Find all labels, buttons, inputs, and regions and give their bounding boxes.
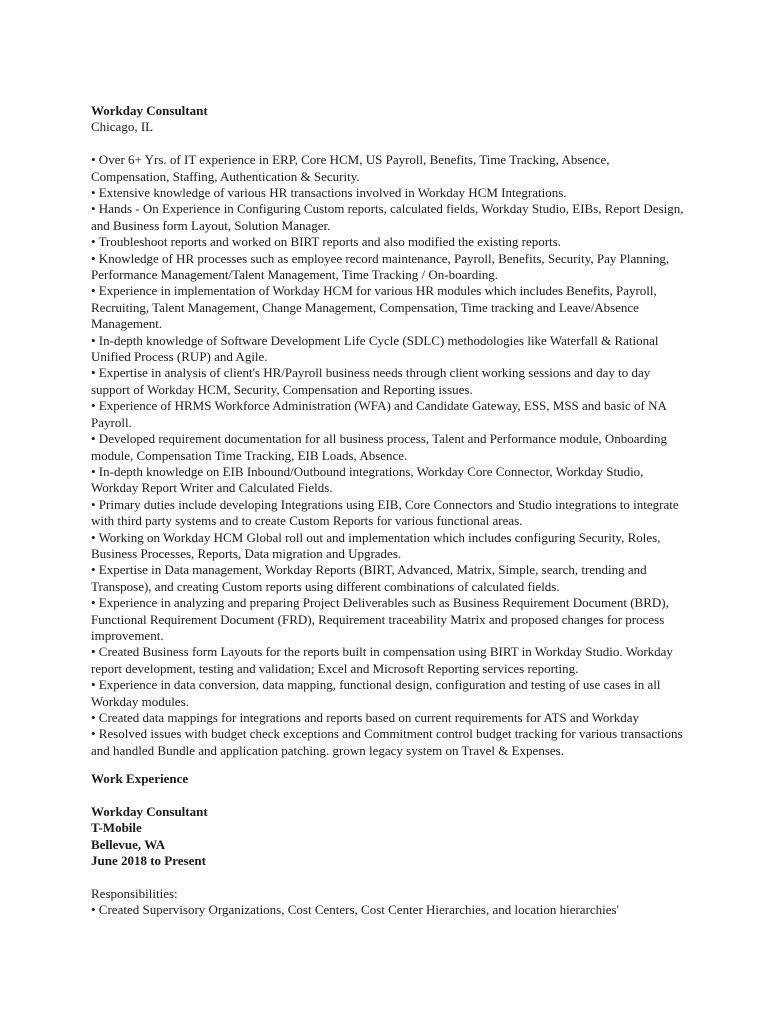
responsibilities-label: Responsibilities: <box>91 886 178 902</box>
summary-item: • Experience in implementation of Workday HCM for various HR modules which includes Benefits, Payroll, Recruiting, Talent Management, Change Management, Compensation, Time tracking and Leave/Absence Management. <box>91 283 657 332</box>
summary-item: • Over 6+ Yrs. of IT experience in ERP, Core HCM, US Payroll, Benefits, Time Tracking, Absence, Compensation, Staffing, Authentication & Security. <box>91 152 610 184</box>
job-company: T-Mobile <box>91 820 142 836</box>
summary-item: • Knowledge of HR processes such as employee record maintenance, Payroll, Benefits, Security, Pay Planning, Performance Management/Talent Management, Time Tracking / On-boarding. <box>91 250 670 283</box>
responsibility-item: • Created Supervisory Organizations, Cost Centers, Cost Center Hierarchies, and location hierarchies' <box>91 902 619 918</box>
summary-list <box>91 152 691 759</box>
summary-item: • Expertise in Data management, Workday Reports (BIRT, Advanced, Matrix, Simple, search, trending and Transpose), and creating Custom reports using different combinations of calculated fields. <box>91 562 647 594</box>
resume-location: Chicago, IL <box>91 119 154 135</box>
job-dates: June 2018 to Present <box>91 853 206 869</box>
resume-page <box>91 103 691 919</box>
summary-item: • Primary duties include developing Integrations using EIB, Core Connectors and Studio integrations to integrate with third party systems and to create Custom Reports for various functional areas. <box>91 496 679 529</box>
job-title: Workday Consultant <box>91 804 208 820</box>
summary-item: • Extensive knowledge of various HR transactions involved in Workday HCM Integrations. <box>91 185 567 201</box>
summary-item: • Working on Workday HCM Global roll out and implementation which includes configuring Security, Roles, Business Processes, Reports, Data migration and Upgrades. <box>91 529 661 561</box>
resume-title: Workday Consultant <box>91 103 208 118</box>
summary-item: • In-depth knowledge of Software Development Life Cycle (SDLC) methodologies like Waterfall & Rational Unified Process (RUP) and Agile. <box>91 332 659 365</box>
summary-item: • Created data mappings for integrations and reports based on current requirements for ATS and Workday <box>91 710 640 726</box>
work-experience-heading: Work Experience <box>91 771 189 787</box>
summary-item: • Hands - On Experience in Configuring Custom reports, calculated fields, Workday Studio, EIBs, Report Design, and Business form Layout, Solution Manager. <box>91 201 684 233</box>
spacer <box>91 788 691 804</box>
summary-item: • In-depth knowledge on EIB Inbound/Outbound integrations, Workday Core Connector, Workday Studio, Workday Report Writer and Calculated Fields. <box>91 463 644 496</box>
summary-item: • Developed requirement documentation for all business process, Talent and Performance module, Onboarding module, Compensation Time Tracking, EIB Loads, Absence. <box>91 431 667 463</box>
summary-item: • Experience of HRMS Workforce Administration (WFA) and Candidate Gateway, ESS, MSS and basic of NA Payroll. <box>91 398 667 430</box>
summary-item: • Experience in analyzing and preparing Project Deliverables such as Business Requirement Document (BRD), Functional Requirement Document (FRD), Requirement traceability Matrix and proposed changes for process improvement. <box>91 595 669 643</box>
summary-item: • Created Business form Layouts for the reports built in compensation using BIRT in Workday Studio. Workday report development, testing and validation; Excel and Microsoft Reporting services reporting. <box>91 644 673 676</box>
summary-item: • Resolved issues with budget check exceptions and Commitment control budget tracking for various transactions and handled Bundle and application patching. grown legacy system on Travel & Expenses. <box>91 726 683 758</box>
summary-item: • Expertise in analysis of client's HR/Payroll business needs through client working sessions and day to day support of Workday HCM, Security, Compensation and Reporting issues. <box>91 365 651 397</box>
job-location: Bellevue, WA <box>91 836 166 852</box>
responsibilities-list <box>91 902 691 918</box>
spacer <box>91 870 691 886</box>
spacer <box>91 136 691 152</box>
summary-item: • Troubleshoot reports and worked on BIRT reports and also modified the existing reports. <box>91 234 562 250</box>
summary-item: • Experience in data conversion, data mapping, functional design, configuration and testing of use cases in all Workday modules. <box>91 677 661 709</box>
